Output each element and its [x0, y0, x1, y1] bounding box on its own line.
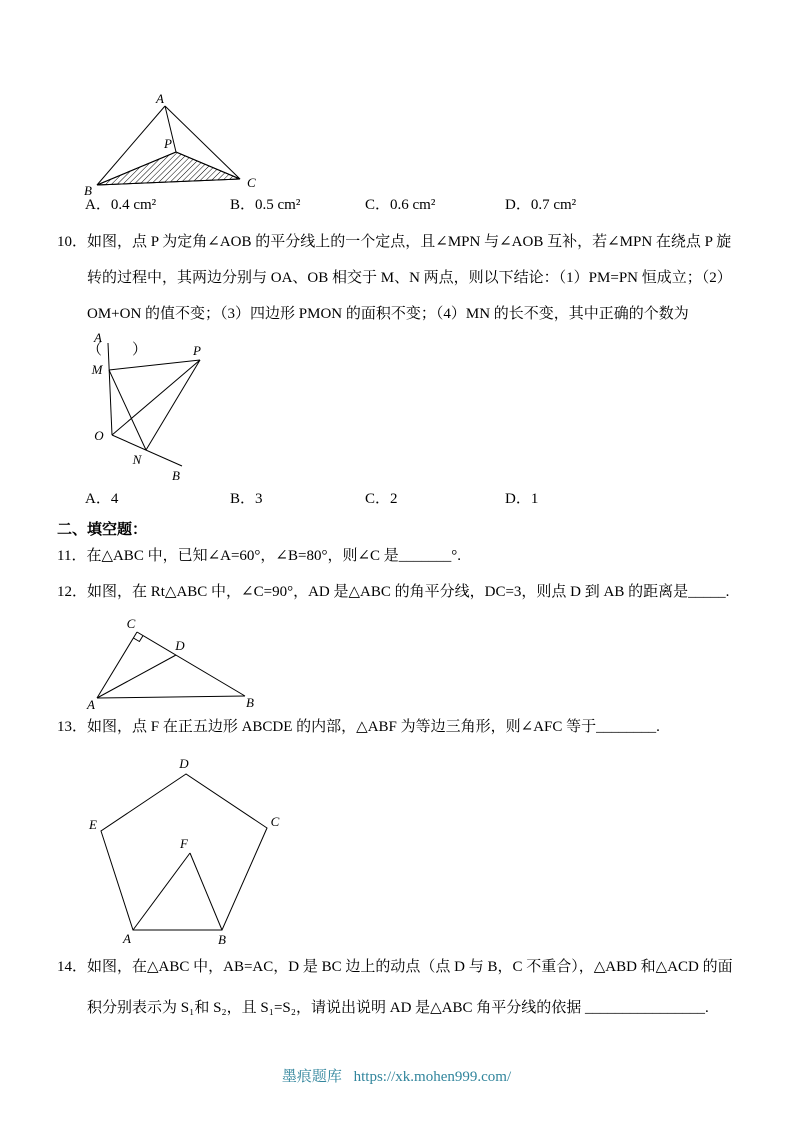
point-label-a: A [123, 931, 131, 946]
point-label-b: B [172, 468, 180, 483]
ray-ob [112, 435, 182, 466]
point-label-b: B [246, 695, 254, 710]
segment-ad [97, 655, 176, 698]
footer-site-name: 墨痕题库 [281, 1069, 342, 1085]
q10-option-b: B．3 [230, 491, 263, 507]
q12-figure [83, 616, 263, 711]
point-label-p: P [164, 136, 172, 151]
q9-option-c: C．0.6 cm² [365, 197, 436, 213]
point-label-a: A [87, 697, 95, 712]
point-label-d: D [175, 638, 185, 653]
point-label-n: N [132, 452, 142, 467]
q9-option-a: A．0.4 cm² [85, 197, 157, 213]
q13-figure [83, 756, 283, 946]
segment-ab [97, 696, 245, 698]
point-label-c: C [126, 616, 136, 631]
segment-ac [97, 632, 137, 698]
q9-option-b: B．0.5 cm² [230, 197, 301, 213]
segment-mn [109, 370, 146, 450]
q10-option-a: A．4 [85, 491, 119, 507]
question-13-text: 13．如图，点 F 在正五边形 ABCDE 的内部，△ABF 为等边三角形，则∠AFC 等于________. [57, 719, 660, 735]
point-label-f: F [180, 836, 188, 851]
q9-figure [78, 93, 263, 203]
point-label-d: D [179, 756, 189, 771]
q9-option-d: D．0.7 cm² [505, 197, 577, 213]
point-label-o: O [94, 428, 104, 443]
footer [0, 1066, 793, 1088]
segment-fa [133, 853, 190, 930]
q10-options-row [0, 488, 793, 510]
q10-figure [85, 328, 220, 483]
pentagon-outline [101, 774, 267, 930]
q9-options-row [0, 194, 793, 216]
point-label-a: A [156, 91, 164, 106]
point-label-e: E [89, 817, 97, 832]
segment-pm [109, 360, 200, 370]
ray-oa [108, 343, 112, 435]
segment-op [112, 360, 200, 435]
point-label-c: C [247, 175, 256, 190]
question-12-text: 12．如图，在 Rt△ABC 中，∠C=90°，AD 是△ABC 的角平分线，DC=3，则点 D 到 AB 的距离是_____. [57, 584, 730, 600]
q10-option-c: C．2 [365, 491, 398, 507]
point-label-a: A [94, 330, 102, 345]
point-label-p: P [193, 343, 201, 358]
point-label-m: M [91, 362, 103, 377]
q10-option-d: D．1 [505, 491, 539, 507]
point-label-b: B [84, 183, 92, 198]
footer-url[interactable]: https://xk.mohen999.com/ [353, 1069, 512, 1085]
question-14-text: 14．如图，在△ABC 中，AB=AC，D 是 BC 边上的动点（点 D 与 B，C 不重合），△ABD 和△ACD 的面积分别表示为 S₁和 S₂，且 S₁=S₂，请说出说明 AD 是△ABC 角平分线的依据 ________________. [57, 959, 733, 1016]
question-10-text: 10．如图，点 P 为定角∠AOB 的平分线上的一个定点，且∠MPN 与∠AOB 互补，若∠MPN 在绕点 P 旋转的过程中，其两边分别与 OA、OB 相交于 M、N 两点，则以下结论：（1）PM=PN 恒成立；（2）OM+ON 的值不变；（3）四边形 PMON 的面积不变；（4）MN 的长不变，其中正确的个数为（ ） [57, 234, 732, 358]
segment-pn [146, 360, 200, 450]
question-11-text: 11．在△ABC 中，已知∠A=60°，∠B=80°，则∠C 是_______°. [57, 548, 462, 564]
section-2-title: 二、填空题： [57, 522, 148, 538]
point-label-c: C [270, 814, 280, 829]
segment-cb [137, 632, 245, 696]
point-label-b: B [218, 932, 226, 947]
segment-fb [190, 853, 222, 930]
